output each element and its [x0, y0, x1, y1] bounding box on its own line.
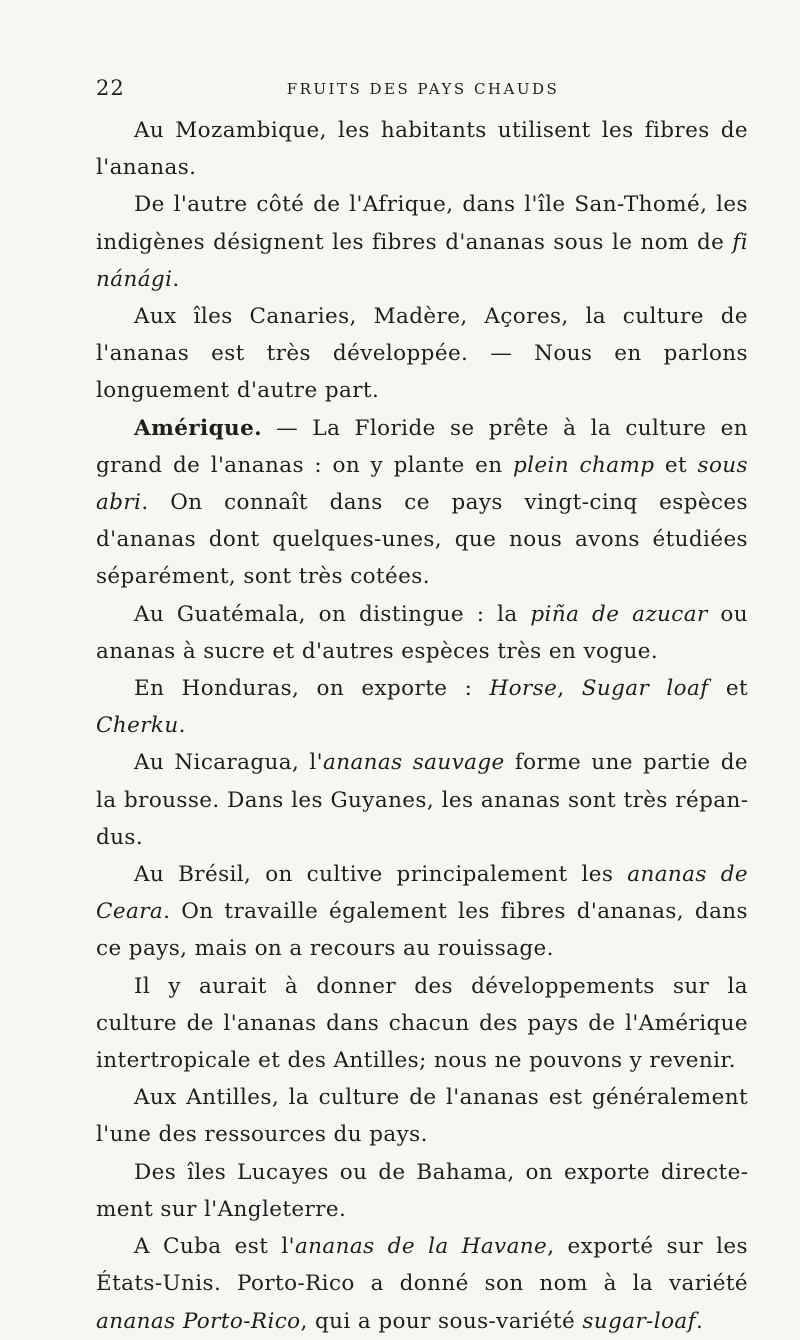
- text-run: Il y aurait à donner des développements sur la culture de l'ananas dans chacun des pays de l'Amérique intertropicale et des Antilles; nous ne pouvons y revenir.: [96, 973, 748, 1074]
- text-run: .: [172, 266, 180, 292]
- paragraph-3: [96, 298, 748, 410]
- paragraph-4: [96, 410, 748, 596]
- italic-term: piña de azucar: [530, 601, 708, 627]
- italic-term: sugar-loaf: [582, 1308, 697, 1334]
- paragraph-6: [96, 670, 748, 744]
- page-header: [96, 76, 750, 100]
- text-run: , exporté sur les États-Unis. Porto-Rico a donné son nom à la variété: [96, 1234, 748, 1297]
- italic-term: ananas sauvage: [322, 750, 505, 776]
- italic-term: Cherku: [96, 713, 179, 739]
- text-run: De l'autre côté de l'Afrique, dans l'île San-Thomé, les indigènes désignent les fibres d'ananas sous le nom de: [96, 192, 748, 255]
- text-run: .: [696, 1308, 704, 1334]
- section-lead: Amérique.: [134, 415, 263, 441]
- paragraph-10: [96, 1079, 748, 1153]
- text-run: Au Brésil, on cultive principalement les: [134, 862, 628, 888]
- text-run: Au Nicaragua, l': [134, 750, 323, 776]
- running-title: FRUITS DES PAYS CHAUDS: [286, 80, 560, 98]
- text-run: .: [178, 713, 186, 739]
- italic-term: sous abri: [96, 452, 748, 516]
- text-run: . On connaît dans ce pays vingt-cinq espèces d'ananas dont quelques-unes, que nous avons étudiées séparément, sont très cotées.: [96, 490, 748, 590]
- text-run: forme une partie de la brousse. Dans les Guyanes, les ananas sont très répandus.: [96, 750, 748, 850]
- paragraph-9: [96, 968, 748, 1080]
- text-run: ,: [557, 676, 582, 702]
- italic-term: fi nánági: [96, 229, 748, 292]
- text-run: Aux Antilles, la culture de l'ananas est généralement l'une des ressources du pays.: [96, 1085, 748, 1148]
- italic-term: ananas de Ceara: [96, 862, 749, 925]
- text-run: , qui a pour sous-variété: [300, 1308, 583, 1334]
- italic-term: plein champ: [512, 452, 655, 478]
- text-run: Au Mozambique, les habitants utilisent les fibres de l'ananas.: [96, 118, 748, 181]
- text-run: Au Guatémala, on distingue : la: [134, 601, 531, 627]
- italic-term: Sugar loaf: [581, 676, 709, 702]
- text-run: Des îles Lucayes ou de Bahama, on exporte directement sur l'Angleterre.: [96, 1159, 748, 1222]
- text-run: En Honduras, on exporte :: [134, 676, 490, 702]
- page-number: 22: [96, 76, 125, 100]
- paragraph-11: [96, 1154, 748, 1228]
- paragraph-5: [96, 596, 748, 670]
- body-text: [96, 112, 748, 1340]
- text-run: A Cuba est l': [134, 1234, 295, 1260]
- paragraph-12: [96, 1228, 748, 1340]
- text-run: . On travaille également les fibres d'ananas, dans ce pays, mais on a recours au rouissage.: [96, 899, 748, 962]
- text-run: Aux îles Canaries, Madère, Açores, la culture de l'ananas est très développée. — Nous en parlons longuement d'autre part.: [96, 304, 748, 404]
- text-run: et: [708, 676, 748, 702]
- italic-term: ananas de la Havane: [294, 1234, 548, 1260]
- paragraph-1: [96, 112, 748, 186]
- paragraph-8: [96, 856, 748, 968]
- paragraph-2: [96, 186, 748, 298]
- italic-term: Horse: [489, 676, 558, 702]
- text-run: ou ananas à sucre et d'autres espèces très en vogue.: [96, 601, 748, 664]
- text-run: et: [654, 452, 698, 478]
- paragraph-7: [96, 744, 748, 856]
- italic-term: ananas Porto-Rico: [96, 1308, 301, 1334]
- text-run: — La Floride se prête à la culture en grand de l'ananas : on y plante en: [96, 415, 748, 478]
